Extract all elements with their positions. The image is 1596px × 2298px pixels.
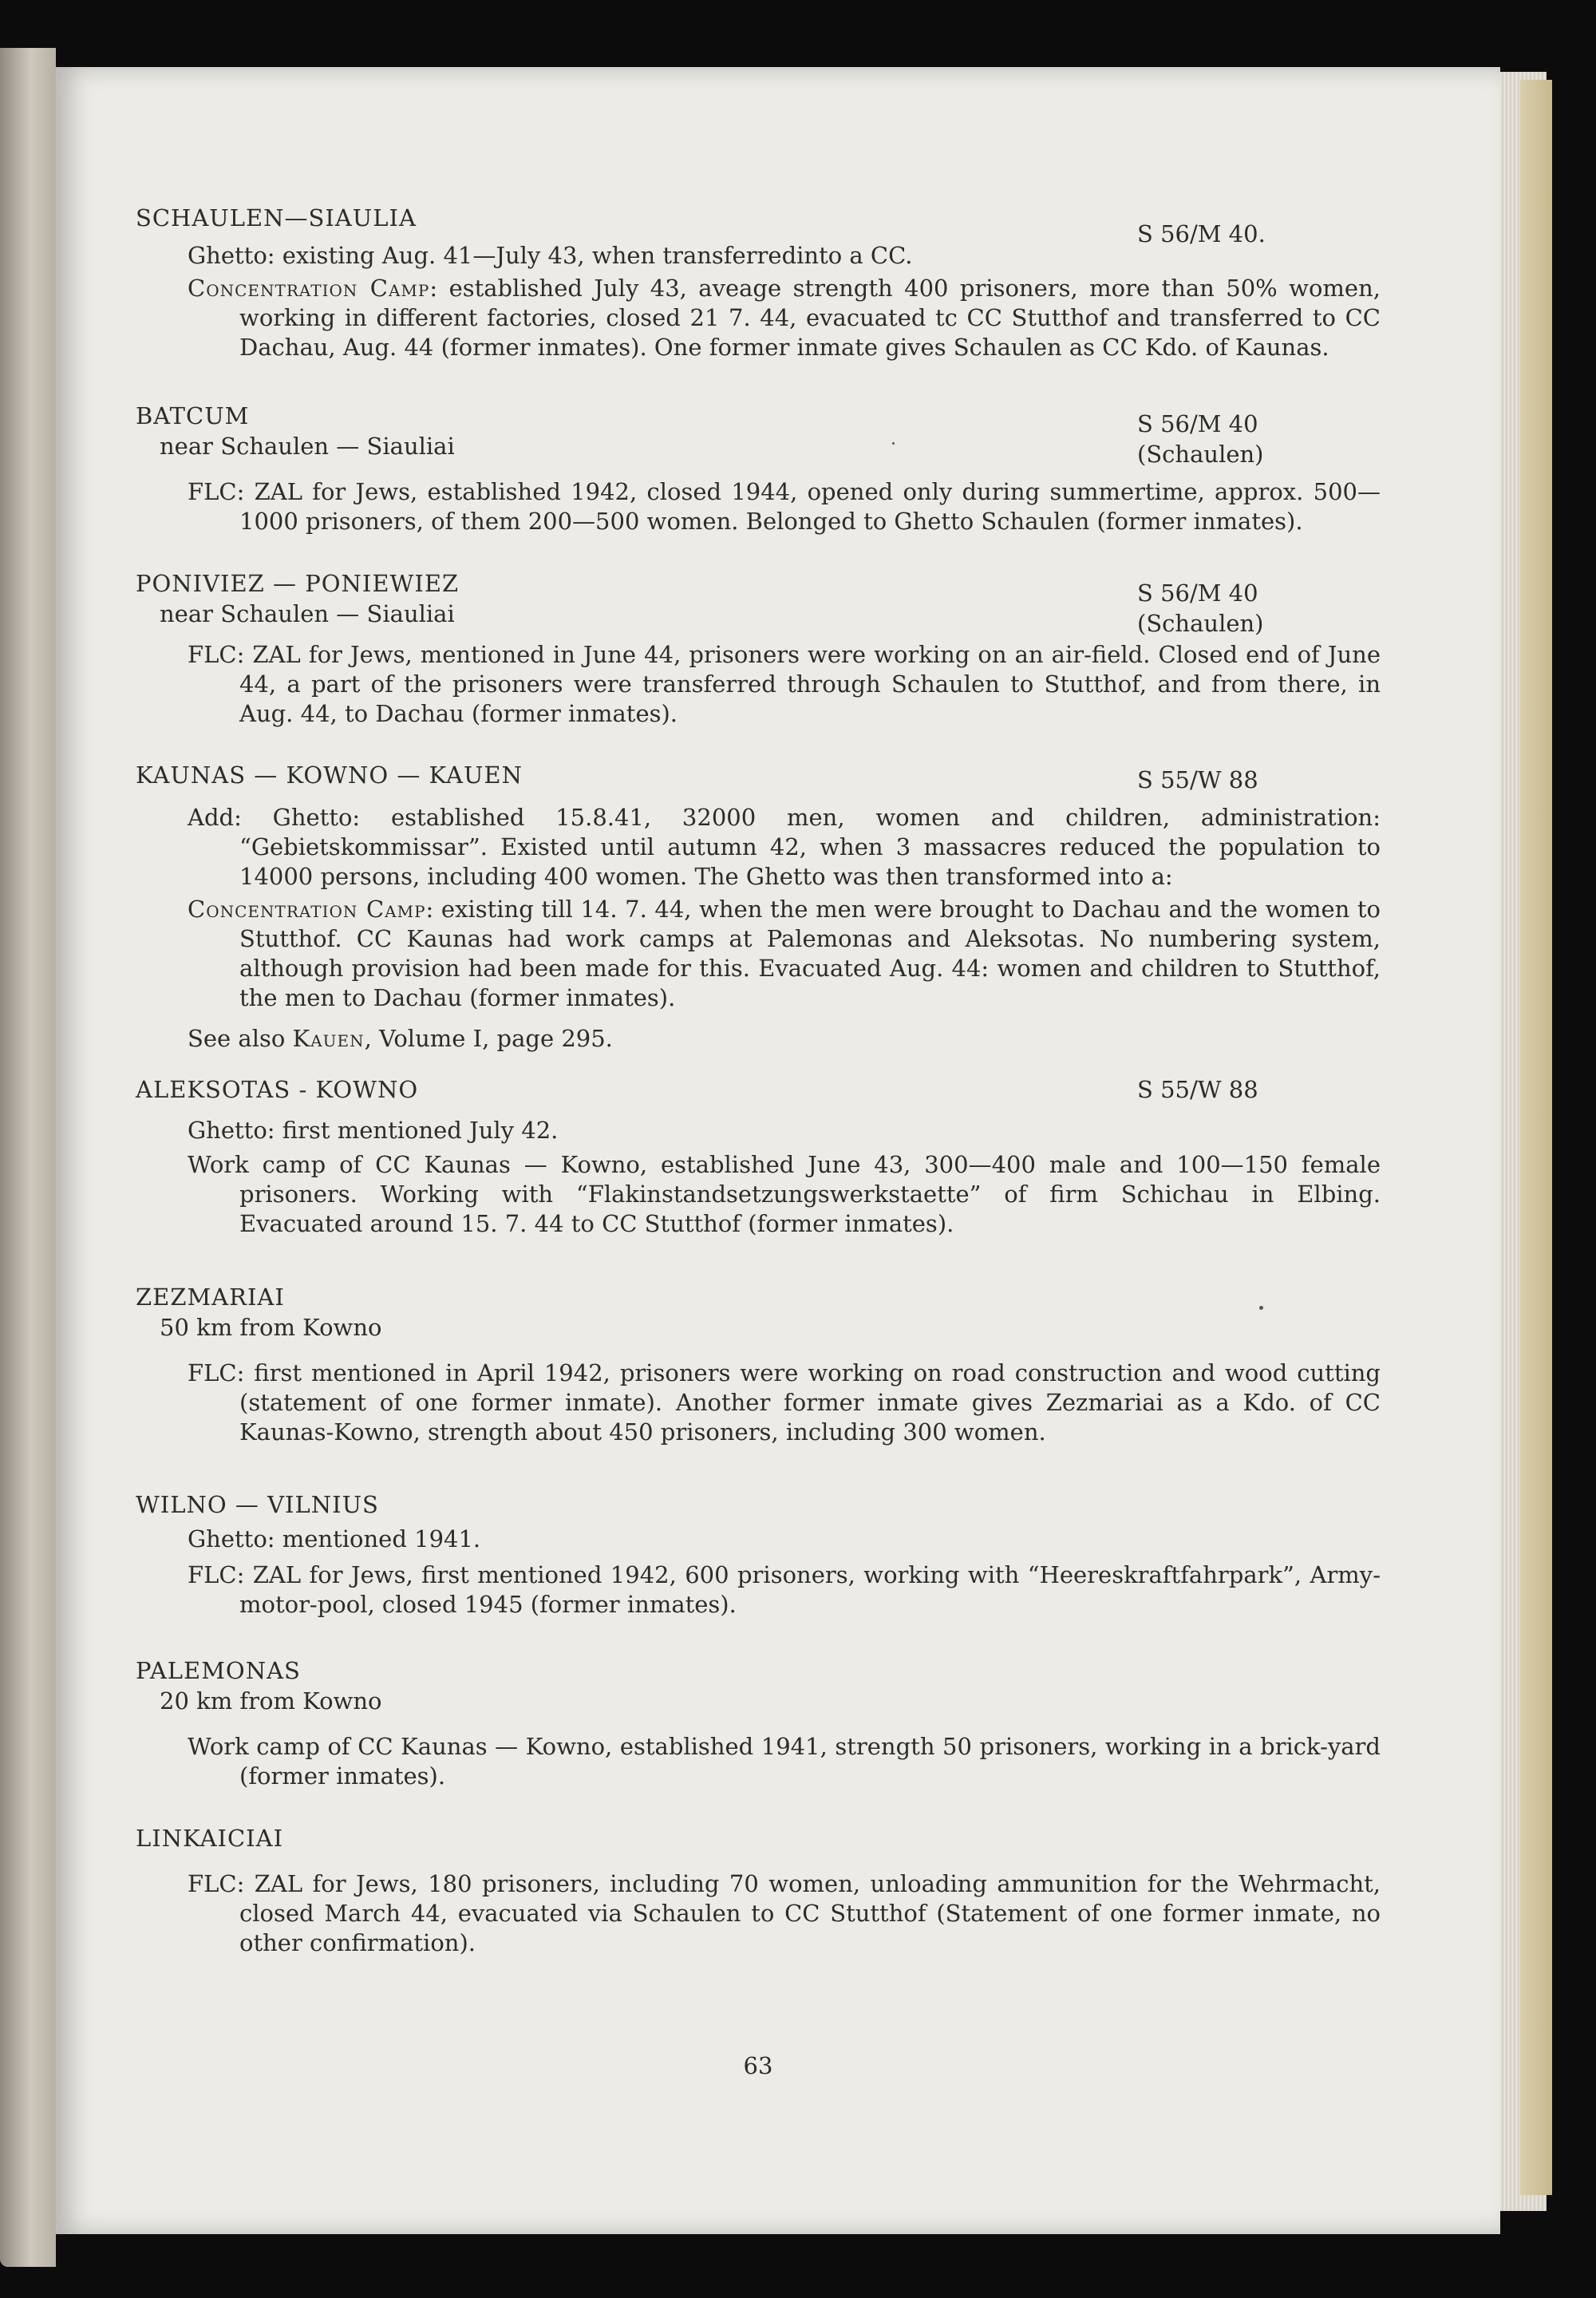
- entry-heading: SCHAULEN—SIAULIA: [136, 204, 417, 231]
- entry-heading: ALEKSOTAS - KOWNO: [136, 1076, 419, 1103]
- entry-heading: BATCUM: [136, 402, 250, 429]
- entry-wilno: [136, 1489, 1381, 1620]
- map-reference: S 55/W 88: [1137, 1076, 1258, 1103]
- entry-linkaiciai: [136, 1823, 1381, 1958]
- map-reference: S 56/M 40 (Schaulen): [1137, 579, 1264, 637]
- print-speck: [1259, 1306, 1263, 1310]
- entry-heading: PALEMONAS: [136, 1657, 301, 1684]
- entry-heading: WILNO — VILNIUS: [136, 1491, 379, 1518]
- map-reference: S 56/M 40 (Schaulen): [1137, 410, 1264, 468]
- entry-heading: PONIVIEZ — PONIEWIEZ: [136, 570, 460, 597]
- left-page-edge: [0, 48, 56, 2267]
- entry-paragraph: Add: Ghetto: established 15.8.41, 32000 men, women and children, administration: “Gebietskommissar”. Existed until autumn 42, when 3 massacres reduced the population to 14000 persons, including 400 women. The Ghetto was then transformed into a:: [188, 804, 1381, 890]
- entry-heading: KAUNAS — KOWNO — KAUEN: [136, 761, 523, 789]
- entry-location: 20 km from Kowno: [160, 1687, 382, 1715]
- entry-heading: ZEZMARIAI: [136, 1283, 285, 1311]
- entry-batcum: [136, 401, 1381, 536]
- entry-paragraph: Concentration Camp: existing till 14. 7. 44, when the men were brought to Dachau and the women to Stutthof. CC Kaunas had work camps at Palemonas and Aleksotas. No numbering system, although provision had been made for this. Evacuated Aug. 44: women and children to Stutthof, the men to Dachau (former inmates).: [188, 896, 1381, 1011]
- print-speck: [892, 442, 895, 445]
- entry-paragraph: FLC: ZAL for Jews, mentioned in June 44, prisoners were working on an air-field. Closed end of June 44, a part of the prisoners were transferred through Schaulen to Stutthof, and from there, in Aug. 44, to Dachau (former inmates).: [188, 641, 1381, 727]
- entry-paragraph: Work camp of CC Kaunas — Kowno, established June 43, 300—400 male and 100—150 female prisoners. Working with “Flakinstandsetzungswerkstaette” of firm Schichau in Elbing. Evacuated around 15. 7. 44 to CC Stutthof (former inmates).: [188, 1151, 1381, 1237]
- entry-palemonas: [136, 1655, 1381, 1791]
- entry-paragraph: Work camp of CC Kaunas — Kowno, established 1941, strength 50 prisoners, working in a brick-yard (former inmates).: [188, 1733, 1381, 1790]
- entry-paragraph: FLC: ZAL for Jews, first mentioned 1942, 600 prisoners, working with “Heereskraftfahrpark”, Army-motor-pool, closed 1945 (former inmates).: [188, 1561, 1381, 1618]
- map-reference: S 56/M 40.: [1137, 220, 1266, 247]
- entry-location: near Schaulen — Siauliai: [160, 433, 455, 460]
- entry-aleksotas: [136, 1074, 1381, 1239]
- book-page: [56, 67, 1500, 2234]
- entry-paragraph: See also Kauen, Volume I, page 295.: [188, 1025, 613, 1052]
- entry-zezmariai: [136, 1282, 1381, 1447]
- entry-heading: LINKAICIAI: [136, 1825, 284, 1852]
- page-number: 63: [743, 2052, 773, 2079]
- entry-schaulen: [136, 203, 1381, 362]
- entry-paragraph: Concentration Camp: established July 43, aveage strength 400 prisoners, more than 50% women, working in different factories, closed 21 7. 44, evacuated tc CC Stutthof and transferred to CC Dachau, Aug. 44 (former inmates). One former inmate gives Schaulen as CC Kdo. of Kaunas.: [188, 275, 1381, 361]
- entry-paragraph: FLC: first mentioned in April 1942, prisoners were working on road construction and wood cutting (statement of one former inmate). Another former inmate gives Zezmariai as a Kdo. of CC Kaunas-Kowno, strength about 450 prisoners, including 300 women.: [188, 1359, 1381, 1446]
- entry-paragraph: Ghetto: first mentioned July 42.: [188, 1117, 559, 1144]
- entry-location: near Schaulen — Siauliai: [160, 600, 455, 627]
- book-cover-edge: [1520, 80, 1552, 2195]
- entry-kaunas: [136, 760, 1381, 1054]
- entry-paragraph: Ghetto: mentioned 1941.: [188, 1525, 481, 1552]
- entry-paragraph: FLC: ZAL for Jews, established 1942, closed 1944, opened only during summertime, approx. 500—1000 prisoners, of them 200—500 women. Belonged to Ghetto Schaulen (former inmates).: [188, 478, 1381, 535]
- entry-paragraph: FLC: ZAL for Jews, 180 prisoners, including 70 women, unloading ammunition for the Wehrmacht, closed March 44, evacuated via Schaulen to CC Stutthof (Statement of one former inmate, no other confirmation).: [188, 1870, 1381, 1956]
- map-reference: S 55/W 88: [1137, 766, 1258, 793]
- entry-location: 50 km from Kowno: [160, 1314, 382, 1341]
- entry-paragraph: Ghetto: existing Aug. 41—July 43, when transferredinto a CC.: [188, 242, 913, 269]
- entry-poniviez: [136, 568, 1381, 729]
